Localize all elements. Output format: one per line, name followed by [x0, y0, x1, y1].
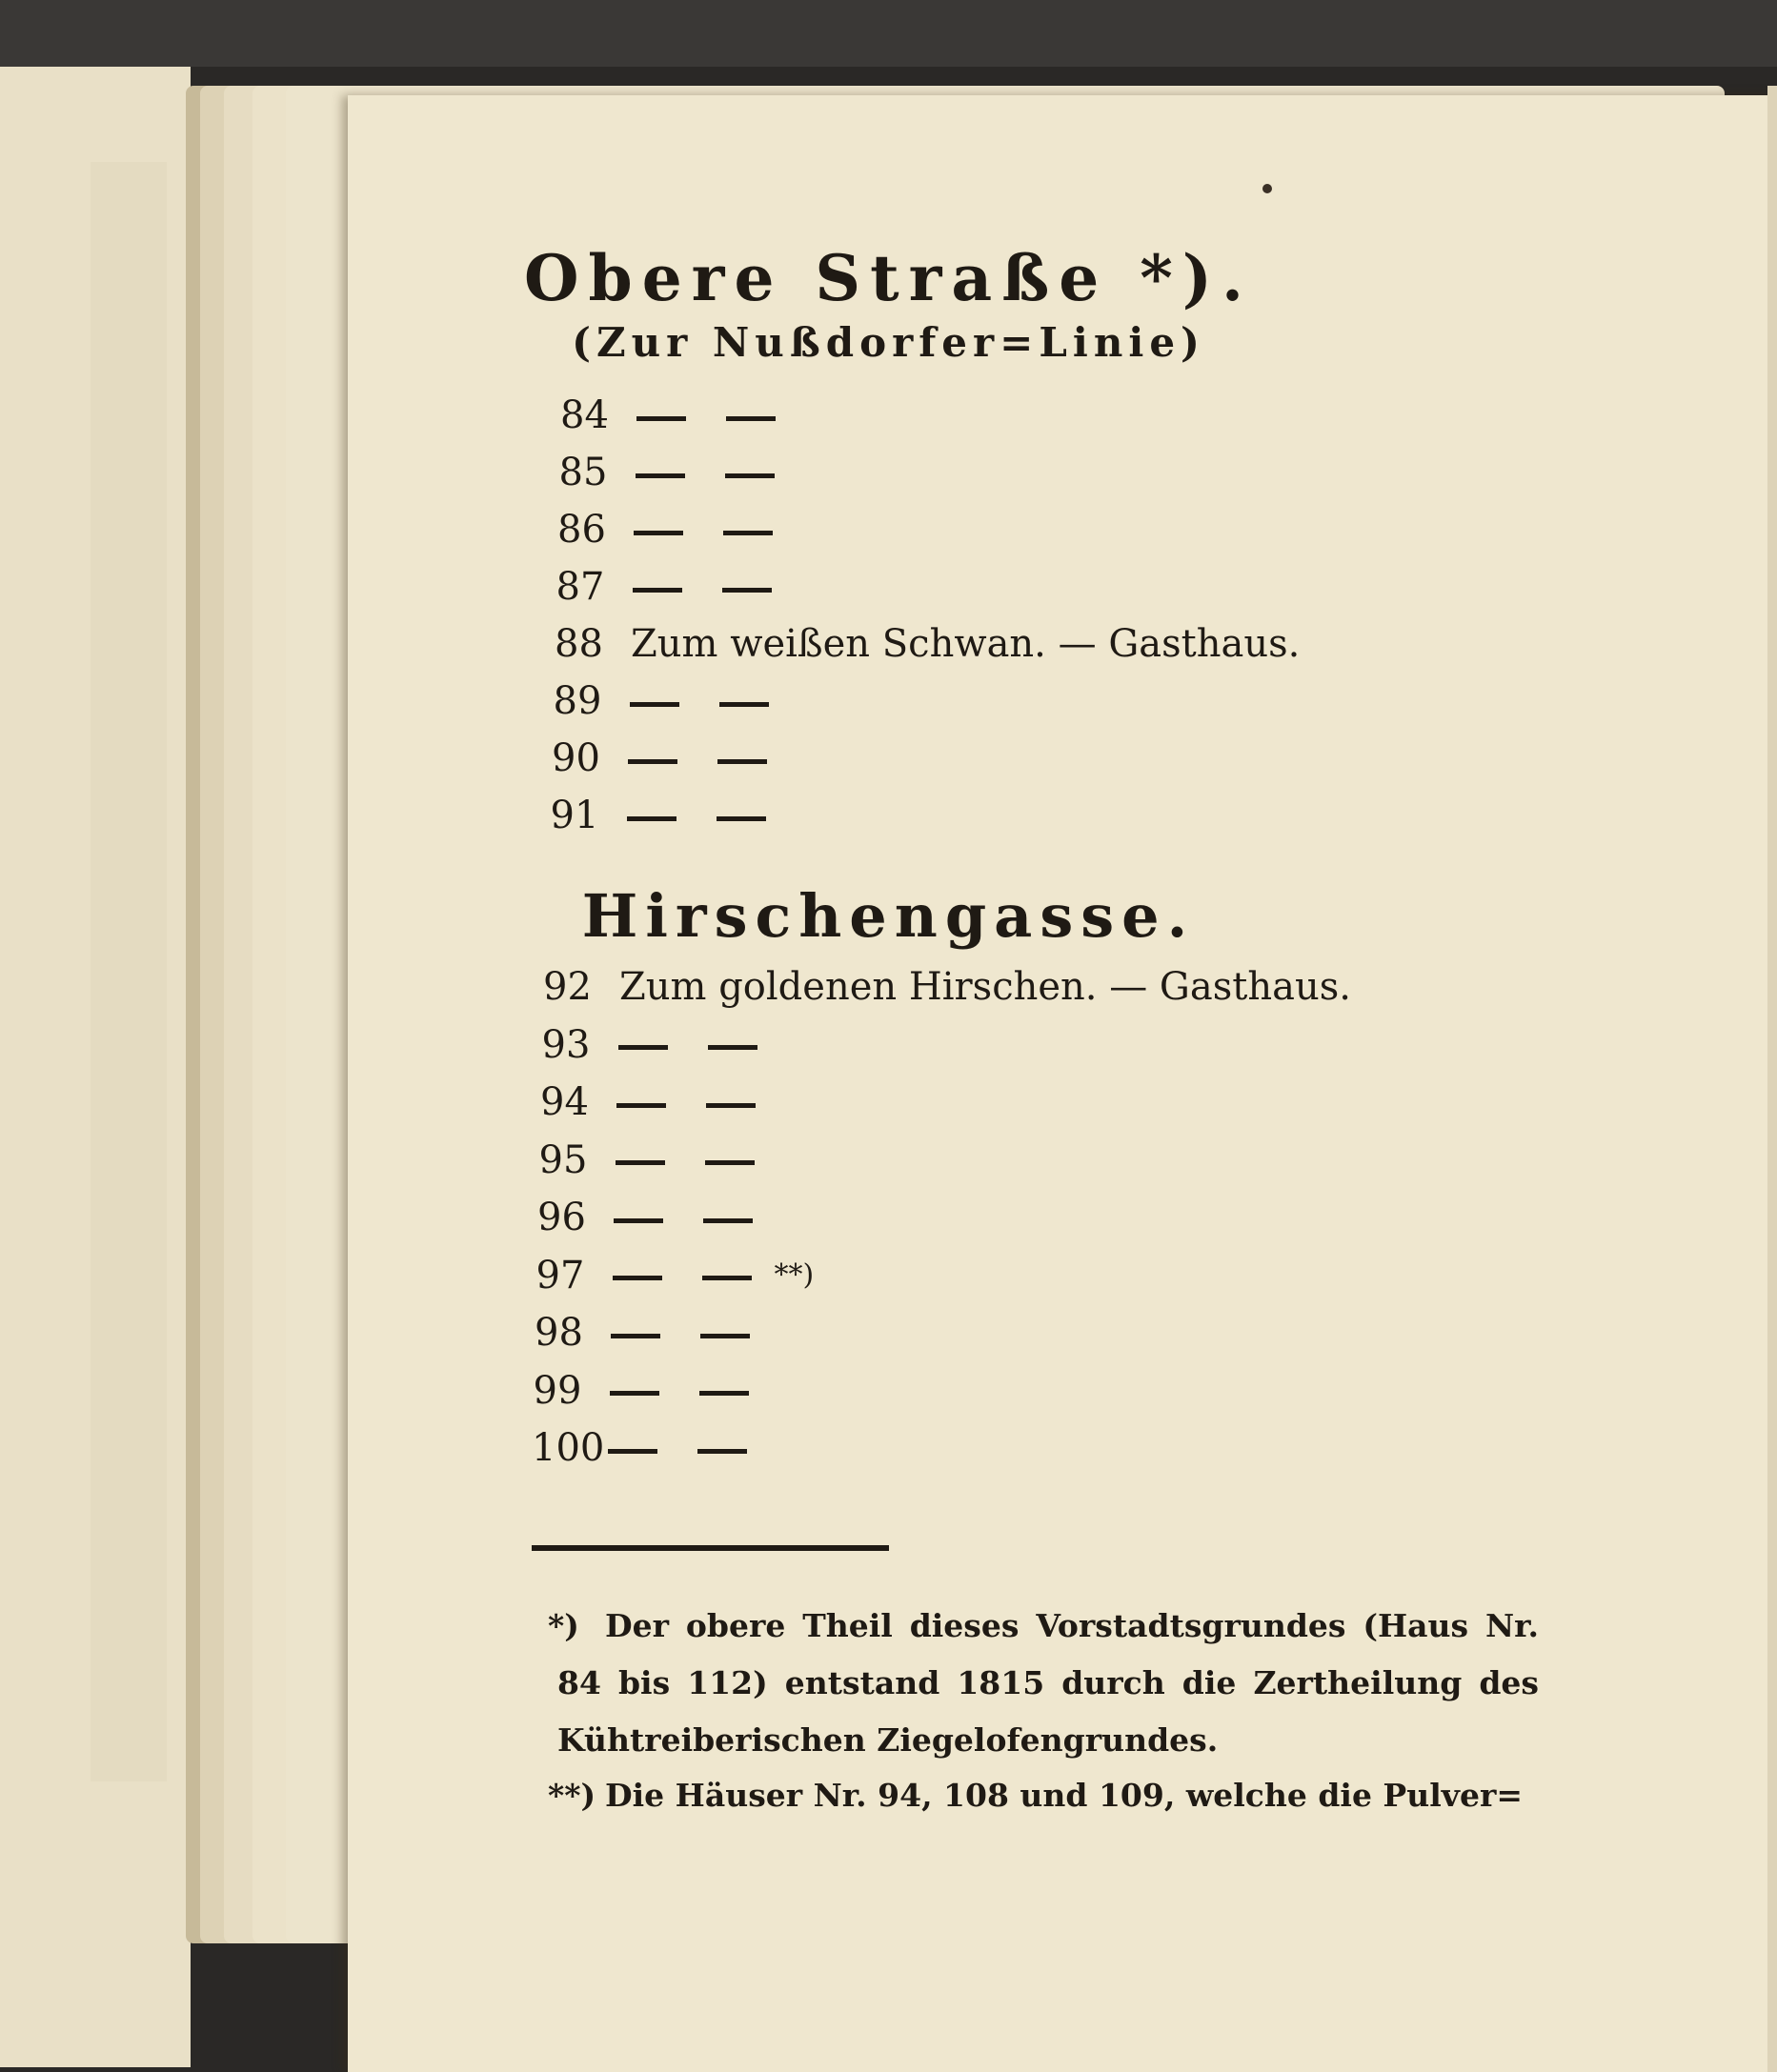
ditto-dash — [608, 1449, 657, 1454]
list-item — [539, 1134, 795, 1187]
left-page-shade — [91, 162, 167, 1781]
house-number: 99 — [533, 1368, 582, 1413]
ditto-dash — [613, 1276, 662, 1280]
list-item — [543, 960, 1351, 1014]
house-number: 84 — [560, 393, 609, 437]
house-number: 100 — [532, 1426, 605, 1470]
section-subtitle: (Zur Nußdorfer=Linie) — [572, 319, 1205, 366]
footnote-reference: **) — [774, 1257, 815, 1292]
list-item — [555, 617, 1300, 671]
footnote-marker: *) — [548, 1607, 579, 1644]
list-item — [532, 1421, 787, 1475]
ditto-dash — [706, 1103, 756, 1108]
house-number: 89 — [553, 679, 602, 723]
house-number: 98 — [535, 1311, 583, 1355]
ditto-dash — [616, 1103, 666, 1108]
ditto-dash — [702, 1276, 752, 1280]
ditto-dash — [628, 759, 677, 764]
footnote-1 — [548, 1598, 1539, 1769]
footnote-marker: **) — [548, 1777, 596, 1814]
ditto-dash — [703, 1218, 753, 1223]
ditto-dash — [700, 1334, 750, 1338]
list-item — [557, 503, 813, 556]
ditto-dash — [699, 1391, 749, 1396]
list-item — [535, 1306, 790, 1359]
ditto-dash — [627, 816, 676, 821]
house-number: 92 — [543, 965, 592, 1009]
house-number: 86 — [557, 508, 606, 552]
ditto-dash — [618, 1045, 668, 1050]
list-item — [560, 389, 816, 442]
book-top-edge — [0, 0, 1777, 67]
house-number: 90 — [552, 736, 600, 780]
list-item — [542, 1018, 798, 1072]
house-number: 97 — [535, 1253, 585, 1298]
ditto-dash — [636, 473, 685, 478]
page-right-edge — [1767, 86, 1777, 2072]
ditto-dash — [610, 1391, 659, 1396]
list-item — [537, 1191, 793, 1244]
ditto-dash — [708, 1045, 757, 1050]
footnote-text: Die Häuser Nr. 94, 108 und 109, welche die Pulver= — [605, 1777, 1523, 1814]
left-page — [0, 67, 191, 2067]
list-item — [551, 789, 806, 842]
ditto-dash — [725, 473, 775, 478]
footnote-text: Der obere Theil dieses Vorstadtsgrundes (Haus Nr. 84 bis 112) entstand 1815 durch die Zertheilung des Kühtreiberischen Ziegelofengrundes. — [557, 1607, 1539, 1759]
list-item — [554, 674, 809, 728]
ditto-dash — [726, 416, 776, 421]
house-name: Zum goldenen Hirschen. — Gasthaus. — [619, 965, 1351, 1009]
ditto-dash — [611, 1334, 660, 1338]
list-item — [552, 732, 807, 785]
ditto-dash — [630, 702, 679, 707]
ditto-dash — [616, 1160, 665, 1165]
list-item — [540, 1076, 796, 1129]
list-item — [559, 446, 815, 499]
ditto-dash — [719, 702, 769, 707]
house-number: 95 — [538, 1137, 588, 1182]
section-title-hirschengasse: Hirschengasse. — [581, 881, 1196, 951]
list-item — [556, 560, 812, 614]
list-item — [534, 1364, 789, 1418]
ditto-dash — [697, 1449, 747, 1454]
ditto-dash — [722, 588, 772, 593]
house-name: Zum weißen Schwan. — Gasthaus. — [631, 622, 1301, 666]
house-number: 88 — [555, 622, 603, 666]
ditto-dash — [614, 1218, 663, 1223]
ditto-dash — [636, 416, 686, 421]
page-dot — [1262, 184, 1272, 193]
ditto-dash — [633, 588, 682, 593]
list-item — [536, 1249, 815, 1302]
section-title-obere-strasse: Obere Straße *). — [524, 241, 1253, 315]
house-number: 94 — [540, 1080, 589, 1124]
ditto-dash — [717, 759, 767, 764]
house-number: 85 — [558, 451, 608, 494]
house-number: 91 — [550, 794, 599, 837]
house-number: 93 — [541, 1022, 591, 1067]
house-number: 87 — [555, 565, 605, 609]
ditto-dash — [717, 816, 766, 821]
ditto-dash — [723, 531, 773, 535]
house-number: 96 — [537, 1196, 586, 1239]
ditto-dash — [634, 531, 683, 535]
footnote-2 — [548, 1767, 1539, 1824]
ditto-dash — [705, 1160, 755, 1165]
footnote-rule — [532, 1545, 889, 1551]
